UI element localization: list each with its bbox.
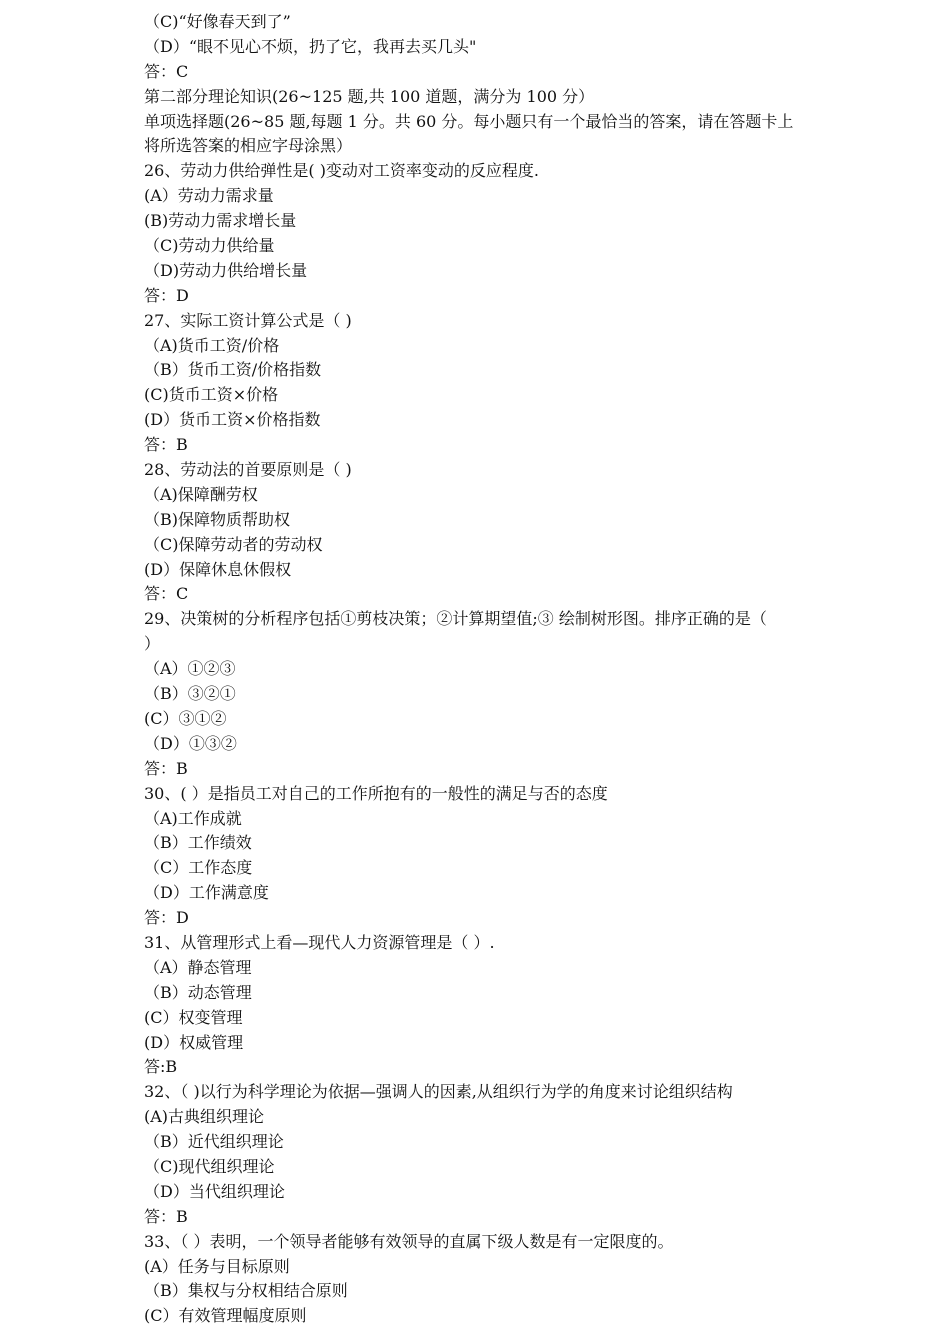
option-line: (D）保障休息休假权 — [144, 559, 292, 579]
instruction-text: 单项选择题(26~85 题,每题 1 分。共 60 分。每小题只有一个最恰当的答案，请在答题卡上 — [144, 111, 794, 131]
answer-line: 答:B — [144, 1057, 178, 1077]
option-line: (C)货币工资×价格 — [144, 385, 279, 405]
option-line: （D）工作满意度 — [144, 883, 269, 903]
text-line: （D）“眼不见心不烦，扔了它，我再去买几头" — [144, 36, 477, 56]
question-31: 31、从管理形式上看—现代人力资源管理是（ ）. — [144, 932, 495, 952]
question-33: 33、（ ）表明，一个领导者能够有效领导的直属下级人数是有一定限度的。 — [144, 1231, 674, 1251]
text-line: （C)“好像春天到了” — [144, 12, 291, 31]
answer-line: 答：C — [144, 61, 189, 81]
instruction-text: 将所选答案的相应字母涂黑） — [144, 136, 353, 156]
option-line: （C)现代组织理论 — [144, 1156, 275, 1176]
option-line: (A）劳动力需求量 — [144, 186, 274, 206]
question-29: 29、决策树的分析程序包括①剪枝决策；②计算期望值;③ 绘制树形图。排序正确的是（ — [144, 609, 767, 629]
answer-line: 答：D — [144, 908, 189, 928]
option-line: （B）集权与分权相结合原则 — [144, 1281, 348, 1301]
option-line: （A）静态管理 — [144, 957, 252, 977]
question-26: 26、劳动力供给弹性是( )变动对工资率变动的反应程度. — [144, 161, 540, 181]
answer-line: 答：B — [144, 758, 188, 778]
document-body — [144, 10, 812, 1329]
option-line: （B）近代组织理论 — [144, 1132, 284, 1152]
answer-line: 答：B — [144, 435, 188, 455]
section-heading: 第二部分理论知识(26~125 题,共 100 道题，满分为 100 分） — [144, 86, 595, 106]
option-line: (A）任务与目标原则 — [144, 1256, 290, 1276]
option-line: (A)古典组织理论 — [144, 1107, 265, 1127]
option-line: （B)保障物质帮助权 — [144, 509, 291, 529]
option-line: （D）①③② — [144, 733, 237, 753]
option-line: (D）权威管理 — [144, 1032, 244, 1052]
option-line: （A)工作成就 — [144, 808, 242, 828]
option-line: （D)劳动力供给增长量 — [144, 260, 308, 280]
option-line: (D）货币工资×价格指数 — [144, 410, 321, 430]
option-line: (C）权变管理 — [144, 1007, 243, 1027]
question-32: 32、（ )以行为科学理论为依据—强调人的因素,从组织行为学的角度来讨论组织结构 — [144, 1082, 733, 1102]
answer-line: 答：C — [144, 584, 189, 604]
question-30: 30、( ）是指员工对自己的工作所抱有的一般性的满足与否的态度 — [144, 783, 608, 803]
option-line: （B）货币工资/价格指数 — [144, 360, 322, 380]
option-line: (B)劳动力需求增长量 — [144, 211, 297, 231]
question-27: 27、实际工资计算公式是（ ) — [144, 310, 352, 330]
option-line: （C)劳动力供给量 — [144, 236, 275, 256]
answer-line: 答：B — [144, 1206, 188, 1226]
option-line: （C）工作态度 — [144, 858, 253, 878]
question-29-continuation: ） — [144, 634, 161, 654]
option-line: （B）动态管理 — [144, 982, 252, 1002]
option-line: （B）工作绩效 — [144, 833, 252, 853]
option-line: (C）③①② — [144, 708, 227, 728]
option-line: （B）③②① — [144, 684, 236, 704]
option-line: （A）①②③ — [144, 659, 236, 679]
option-line: （D）当代组织理论 — [144, 1181, 285, 1201]
answer-line: 答：D — [144, 285, 189, 305]
option-line: （A)货币工资/价格 — [144, 335, 280, 355]
question-28: 28、劳动法的首要原则是（ ) — [144, 460, 352, 480]
option-line: (C）有效管理幅度原则 — [144, 1306, 307, 1326]
option-line: （C)保障劳动者的劳动权 — [144, 534, 323, 554]
option-line: （A)保障酬劳权 — [144, 484, 258, 504]
